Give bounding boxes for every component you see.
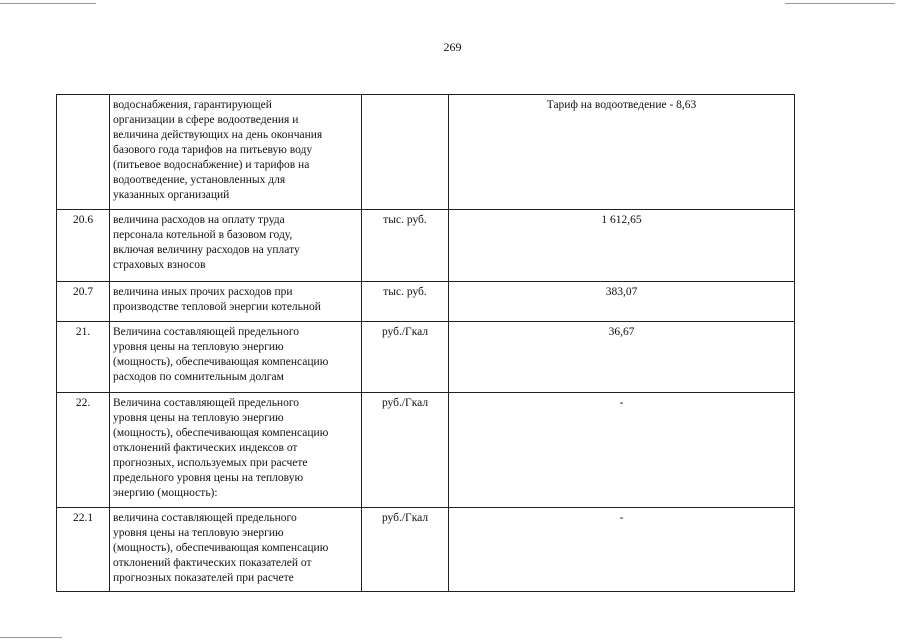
row-value: Тариф на водоотведение - 8,63 — [449, 95, 795, 210]
description-line: водоснабжения, гарантирующей — [113, 99, 272, 111]
description-line: базового года тарифов на питьевую воду — [113, 144, 313, 156]
row-description — [110, 282, 362, 322]
description-line: (питьевое водоснабжение) и тарифов на — [113, 159, 310, 171]
table-row — [57, 508, 795, 592]
row-value: - — [449, 508, 795, 592]
row-description — [110, 322, 362, 393]
description-line: организации в сфере водоотведения и — [113, 114, 299, 126]
row-description — [110, 508, 362, 592]
row-value: 36,67 — [449, 322, 795, 393]
description-line: величина иных прочих расходов при — [113, 286, 293, 298]
description-line: прогнозных показателей при расчете — [113, 572, 294, 584]
description-line: страховых взносов — [113, 259, 206, 271]
row-value: 1 612,65 — [449, 210, 795, 282]
description-line: отклонений фактических показателей от — [113, 557, 312, 569]
table-row — [57, 322, 795, 393]
scan-artifact-top-right — [785, 3, 895, 4]
description-line: (мощность), обеспечивающая компенсацию — [113, 356, 329, 368]
tariff-table — [56, 94, 795, 592]
table-row — [57, 282, 795, 322]
row-description — [110, 210, 362, 282]
table-row — [57, 95, 795, 210]
row-value: - — [449, 393, 795, 508]
row-unit — [362, 95, 449, 210]
description-line: персонала котельной в базовом году, — [113, 229, 293, 241]
row-number: 22. — [57, 393, 110, 508]
row-description — [110, 393, 362, 508]
table-row — [57, 393, 795, 508]
description-line: уровня цены на тепловую энергию — [113, 341, 284, 353]
row-unit: тыс. руб. — [362, 282, 449, 322]
row-number: 22.1 — [57, 508, 110, 592]
row-value: 383,07 — [449, 282, 795, 322]
scan-artifact-bottom-left — [0, 637, 62, 638]
row-number: 21. — [57, 322, 110, 393]
description-line: производстве тепловой энергии котельной — [113, 301, 321, 313]
scan-artifact-top-left — [0, 3, 96, 4]
row-unit: руб./Гкал — [362, 508, 449, 592]
description-line: уровня цены на тепловую энергию — [113, 412, 284, 424]
description-line: водоотведение, установленных для — [113, 174, 286, 186]
row-number: 20.6 — [57, 210, 110, 282]
description-line: (мощность), обеспечивающая компенсацию — [113, 542, 329, 554]
description-line: уровня цены на тепловую энергию — [113, 527, 284, 539]
description-line: Величина составляющей предельного — [113, 326, 300, 338]
description-line: предельного уровня цены на тепловую — [113, 472, 304, 484]
description-line: величина действующих на день окончания — [113, 129, 323, 141]
description-line: Величина составляющей предельного — [113, 397, 300, 409]
description-line: отклонений фактических индексов от — [113, 442, 298, 454]
table-row — [57, 210, 795, 282]
row-number: 20.7 — [57, 282, 110, 322]
row-unit: руб./Гкал — [362, 322, 449, 393]
description-line: включая величину расходов на уплату — [113, 244, 300, 256]
description-line: энергию (мощность): — [113, 487, 218, 499]
description-line: (мощность), обеспечивающая компенсацию — [113, 427, 329, 439]
page-number: 269 — [443, 40, 462, 54]
description-line: величина составляющей предельного — [113, 512, 297, 524]
description-line: указанных организаций — [113, 189, 230, 201]
description-line: величина расходов на оплату труда — [113, 214, 285, 226]
description-line: прогнозных, используемых при расчете — [113, 457, 308, 469]
row-description — [110, 95, 362, 210]
row-unit: руб./Гкал — [362, 393, 449, 508]
table-body — [57, 95, 795, 592]
row-unit: тыс. руб. — [362, 210, 449, 282]
description-line: расходов по сомнительным долгам — [113, 371, 284, 383]
row-number — [57, 95, 110, 210]
